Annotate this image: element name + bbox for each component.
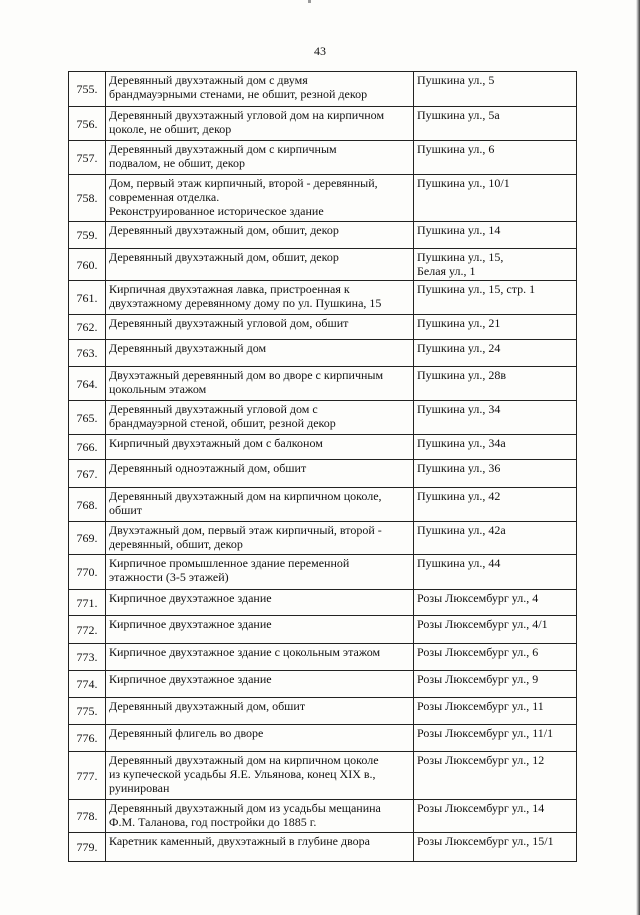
row-description: Деревянный двухэтажный угловой дом с брандмауэрной стеной, обшит, резной декор <box>106 401 414 435</box>
row-description: Кирпичное двухэтажное здание <box>106 616 414 644</box>
row-number: 762. <box>69 315 106 340</box>
row-address: Пушкина ул., 28в <box>414 367 577 401</box>
table-row <box>69 488 577 522</box>
page-number: 43 <box>314 44 326 58</box>
row-description: Двухэтажный деревянный дом во дворе с кирпичным цокольным этажом <box>106 367 414 401</box>
row-address: Розы Люксембург ул., 11/1 <box>414 725 577 752</box>
row-address: Пушкина ул., 10/1 <box>414 175 577 222</box>
row-number: 768. <box>69 488 106 522</box>
table-row <box>69 141 577 175</box>
row-description: Деревянный двухэтажный дом, обшит <box>106 698 414 725</box>
row-address: Пушкина ул., 34 <box>414 401 577 435</box>
row-description: Деревянный двухэтажный угловой дом, обшит <box>106 315 414 340</box>
table-row <box>69 367 577 401</box>
row-description: Дом, первый этаж кирпичный, второй - деревянный, современная отделка. Реконструированное историческое здание <box>106 175 414 222</box>
row-description: Двухэтажный дом, первый этаж кирпичный, второй - деревянный, обшит, декор <box>106 522 414 555</box>
row-description: Деревянный двухэтажный дом с кирпичным подвалом, не обшит, декор <box>106 141 414 175</box>
row-description: Каретник каменный, двухэтажный в глубине двора <box>106 833 414 862</box>
row-description: Кирпичная двухэтажная лавка, пристроенная к двухэтажному деревянному дому по ул. Пушкина, 15 <box>106 281 414 315</box>
table-row <box>69 175 577 222</box>
row-number: 779. <box>69 833 106 862</box>
row-description: Деревянный двухэтажный дом на кирпичном цоколе из купеческой усадьбы Я.Е. Ульянова, конец XIX в., руинирован <box>106 752 414 800</box>
row-number: 771. <box>69 590 106 616</box>
row-number: 765. <box>69 401 106 435</box>
row-number: 776. <box>69 725 106 752</box>
table-row <box>69 460 577 488</box>
row-description: Деревянный двухэтажный угловой дом на кирпичном цоколе, не обшит, декор <box>106 107 414 141</box>
row-description: Кирпичное двухэтажное здание <box>106 590 414 616</box>
table-row <box>69 435 577 460</box>
row-number: 763. <box>69 340 106 367</box>
scan-edge-shadow <box>636 0 640 915</box>
table-row <box>69 522 577 555</box>
table-row <box>69 401 577 435</box>
row-number: 761. <box>69 281 106 315</box>
buildings-table <box>68 71 577 862</box>
row-address: Пушкина ул., 21 <box>414 315 577 340</box>
table-row <box>69 833 577 862</box>
table-row <box>69 340 577 367</box>
row-number: 757. <box>69 141 106 175</box>
row-number: 778. <box>69 800 106 833</box>
row-address: Пушкина ул., 34а <box>414 435 577 460</box>
row-number: 773. <box>69 644 106 671</box>
row-number: 772. <box>69 616 106 644</box>
row-description: Деревянный двухэтажный дом с двумя брандмауэрными стенами, не обшит, резной декор <box>106 72 414 107</box>
row-address: Розы Люксембург ул., 4 <box>414 590 577 616</box>
table-row <box>69 725 577 752</box>
row-address: Пушкина ул., 15, стр. 1 <box>414 281 577 315</box>
row-address: Розы Люксембург ул., 6 <box>414 644 577 671</box>
row-address: Пушкина ул., 15, Белая ул., 1 <box>414 249 577 281</box>
row-number: 775. <box>69 698 106 725</box>
row-number: 764. <box>69 367 106 401</box>
table-row <box>69 249 577 281</box>
row-number: 755. <box>69 72 106 107</box>
row-description: Деревянный двухэтажный дом <box>106 340 414 367</box>
row-address: Пушкина ул., 5 <box>414 72 577 107</box>
row-address: Пушкина ул., 36 <box>414 460 577 488</box>
row-number: 770. <box>69 555 106 590</box>
table-row <box>69 616 577 644</box>
table-row <box>69 800 577 833</box>
row-address: Пушкина ул., 42 <box>414 488 577 522</box>
row-address: Пушкина ул., 24 <box>414 340 577 367</box>
row-number: 774. <box>69 671 106 698</box>
row-address: Пушкина ул., 14 <box>414 222 577 249</box>
row-address: Пушкина ул., 44 <box>414 555 577 590</box>
row-address: Пушкина ул., 6 <box>414 141 577 175</box>
table-row <box>69 555 577 590</box>
row-number: 766. <box>69 435 106 460</box>
row-address: Розы Люксембург ул., 15/1 <box>414 833 577 862</box>
table-row <box>69 698 577 725</box>
row-description: Кирпичное двухэтажное здание <box>106 671 414 698</box>
table-row <box>69 752 577 800</box>
table-row <box>69 72 577 107</box>
scan-artifact <box>308 0 311 3</box>
table-row <box>69 222 577 249</box>
table-row <box>69 315 577 340</box>
row-description: Кирпичный двухэтажный дом с балконом <box>106 435 414 460</box>
row-description: Кирпичное двухэтажное здание с цокольным этажом <box>106 644 414 671</box>
table-row <box>69 644 577 671</box>
row-description: Деревянный двухэтажный дом, обшит, декор <box>106 222 414 249</box>
row-address: Розы Люксембург ул., 4/1 <box>414 616 577 644</box>
row-address: Розы Люксембург ул., 11 <box>414 698 577 725</box>
row-description: Деревянный двухэтажный дом, обшит, декор <box>106 249 414 281</box>
row-description: Деревянный одноэтажный дом, обшит <box>106 460 414 488</box>
row-number: 758. <box>69 175 106 222</box>
table-container <box>68 71 576 862</box>
row-address: Розы Люксембург ул., 14 <box>414 800 577 833</box>
row-address: Розы Люксембург ул., 9 <box>414 671 577 698</box>
table-row <box>69 107 577 141</box>
row-number: 759. <box>69 222 106 249</box>
row-address: Розы Люксембург ул., 12 <box>414 752 577 800</box>
row-description: Кирпичное промышленное здание переменной этажности (3-5 этажей) <box>106 555 414 590</box>
row-description: Деревянный флигель во дворе <box>106 725 414 752</box>
row-address: Пушкина ул., 42а <box>414 522 577 555</box>
row-number: 769. <box>69 522 106 555</box>
table-row <box>69 671 577 698</box>
table-row <box>69 590 577 616</box>
row-number: 760. <box>69 249 106 281</box>
row-description: Деревянный двухэтажный дом из усадьбы мещанина Ф.М. Таланова, год постройки до 1885 г. <box>106 800 414 833</box>
row-address: Пушкина ул., 5а <box>414 107 577 141</box>
row-number: 767. <box>69 460 106 488</box>
row-number: 777. <box>69 752 106 800</box>
row-number: 756. <box>69 107 106 141</box>
row-description: Деревянный двухэтажный дом на кирпичном цоколе, обшит <box>106 488 414 522</box>
table-row <box>69 281 577 315</box>
